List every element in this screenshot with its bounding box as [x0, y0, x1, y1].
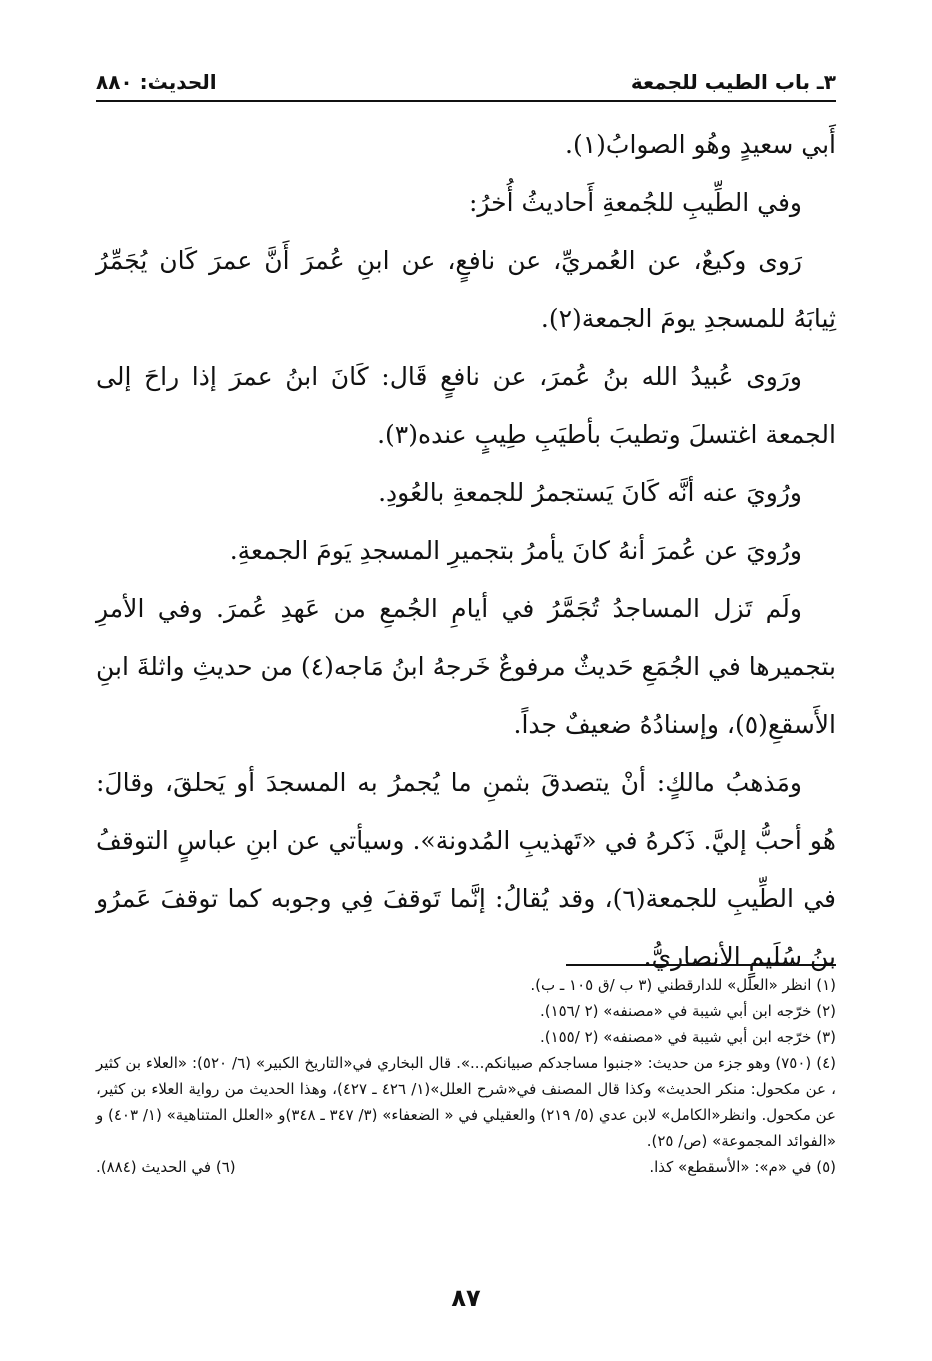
footnote: (٢) خرّجه ابن أبي شيبة في «مصنفه» (٢ /١٥٦). — [539, 1002, 836, 1020]
paragraph: ورَوى عُبيدُ الله بنُ عُمرَ، عن نافعٍ قَال: كَانَ ابنُ عمرَ إذا راحَ إلى الجمعة اغتسلَ وتطيبَ بأطيَبِ طِيبٍ عنده(٣). — [96, 362, 836, 449]
footnote-row — [96, 1154, 836, 1180]
paragraph: وفي الطِّيبِ للجُمعةِ أَحاديثُ أُخرُ: — [468, 188, 802, 217]
footnotes — [96, 972, 836, 1180]
paragraph: ولَم تَزل المساجدُ تُجَمَّرُ في أيامِ الجُمعِ من عَهدِ عُمرَ. وفي الأمرِ بتجميرها في الجُمَعِ حَديثٌ مرفوعٌ خَرجهُ ابنُ مَاجه(٤) من حديثِ واثلةَ ابنِ الأَسقعِ(٥)، وإسنادُهُ ضعيفٌ جداً. — [96, 594, 836, 739]
footnote-separator — [566, 964, 836, 966]
footnote: (٤) (٧٥٠) وهو جزء من حديث: «جنبوا مساجدكم صبيانكم...». قال البخاري في«التاريخ الكبير» (٦/ ٥٢٠): «العلاء بن كثير ، عن مكحول: منكر الحديث» وكذا قال المصنف في«شرح العلل»(١/ ٤٢٦ ـ ٤٢٧)، وهذا الحديث من رواية العلاء بن كثير، عن مكحول. وانظر«الكامل» لابن عدي (٥/ ٢١٩) والعقيلي في « الضعفاء» (٣/ ٣٤٧ ـ ٣٤٨)و «العلل المتناهية» (١/ ٤٠٣) و «الفوائد المجموعة» (ص/ ٢٥). — [96, 1054, 837, 1150]
running-header — [96, 66, 836, 102]
main-text — [96, 116, 836, 986]
paragraph: ورُويَ عنه أنَّه كَانَ يَستجمرُ للجمعةِ بالعُودِ. — [378, 478, 802, 507]
paragraph: رَوى وكيعٌ، عن العُمريِّ، عن نافعٍ، عن ابنِ عُمرَ أَنَّ عمرَ كَان يُجَمِّرُ ثِيابَهُ للمسجدِ يومَ الجمعة(٢). — [96, 246, 836, 333]
footnote: (١) انظر «العلل» للدارقطني (٣ ب /ق ١٠٥ ـ ب). — [530, 976, 836, 994]
paragraph: أَبي سعيدٍ وهُو الصوابُ(١). — [565, 130, 836, 159]
page-number: ٨٧ — [451, 1284, 481, 1312]
footnote: (٥) في «م»: «الأسقطع» كذا. — [649, 1158, 836, 1176]
hadith-number: الحديث: ٨٨٠ — [96, 70, 217, 94]
paragraph: ورُويَ عن عُمرَ أنهُ كانَ يأمرُ بتجميرِ المسجدِ يَومَ الجمعةِ. — [229, 536, 802, 565]
footnote: (٣) خرّجه ابن أبي شيبة في «مصنفه» (٢ /١٥٥). — [539, 1028, 836, 1046]
chapter-title: ٣ـ باب الطيب للجمعة — [630, 70, 836, 94]
footnote: (٦) في الحديث (٨٨٤). — [96, 1158, 236, 1176]
paragraph: ومَذهبُ مالكٍ: أنْ يتصدقَ بثمنِ ما يُجمرُ به المسجدَ أو يَحلقَ، وقالَ: هُو أحبُّ إليَّ. ذَكرهُ في «تَهذيبِ المُدونة». وسيأتي عن ابنِ عباسٍ التوقفُ في الطِّيبِ للجمعة(٦)، وقد يُقالُ: إنَّما تَوقفَ فِي وجوبه كما توقفَ عَمرُو بنُ سُلَيمٍ الأنصاريُّ. — [96, 768, 837, 971]
